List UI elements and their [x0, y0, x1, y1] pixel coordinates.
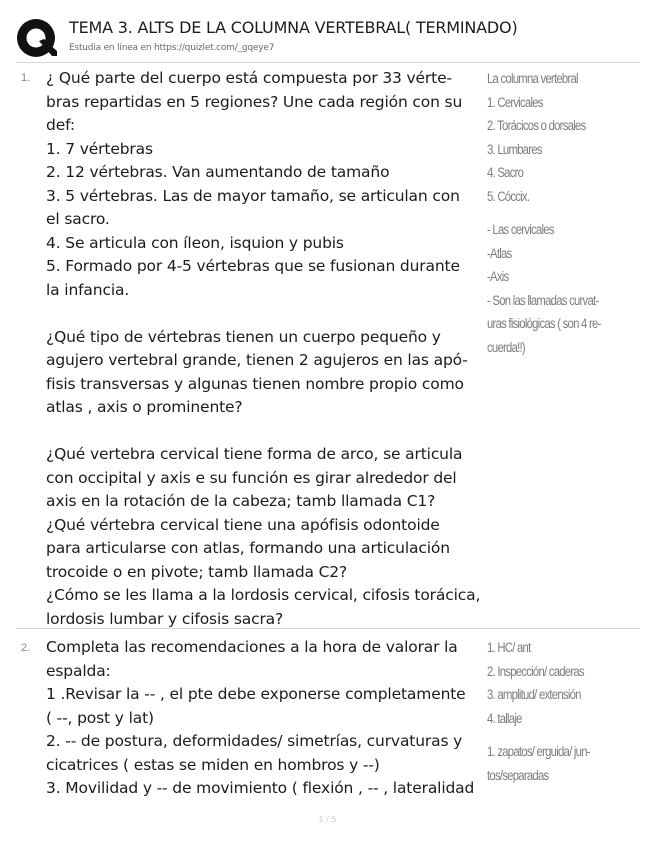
answer-line: 2. Inspección/ caderas	[487, 663, 584, 679]
question-line: con occipital y axis e su función es girar alrededor del	[46, 468, 457, 487]
question-line: la infancia.	[46, 280, 130, 299]
question-line: bras repartidas en 5 regiones? Une cada región con su	[46, 92, 463, 111]
question-line: ¿Qué vertebra cervical tiene forma de arco, se articula	[46, 445, 463, 463]
page-number: 1 / 5	[318, 815, 337, 824]
question-line: ¿Qué tipo de vértebras tienen un cuerpo pequeño y	[46, 327, 441, 346]
card-1-question	[46, 67, 486, 631]
answer-line: -Atlas	[487, 245, 512, 261]
answer-line: - Son las llamadas curvat-	[487, 292, 599, 308]
answer-line: 3. amplitud/ extensión	[487, 687, 581, 702]
answer-line: - Las cervicales	[487, 222, 554, 237]
question-line: para articularse con atlas, formando una articulación	[46, 539, 450, 557]
question-line: 1. 7 vértebras	[46, 139, 153, 158]
question-line: 1 .Revisar la -- , el pte debe exponerse completamente	[46, 685, 466, 703]
question-line: ¿ Qué parte del cuerpo está compuesta por 33 vérte-	[46, 69, 452, 87]
question-line: 3. 5 vértebras. Las de mayor tamaño, se articulan con	[46, 186, 460, 205]
answer-line: 1. Cervicales	[487, 94, 543, 110]
card-number: 1.	[21, 72, 31, 84]
question-line: def:	[46, 116, 75, 134]
answer-line: uras fisiológicas ( son 4 re-	[487, 316, 601, 331]
answer-line: 5. Cóccix.	[487, 188, 530, 204]
answer-line: tos/separadas	[487, 767, 549, 783]
study-link-text: Estudia en línea en https://quizlet.com/_gqeye7	[69, 43, 275, 53]
card-2-question	[46, 636, 486, 801]
question-line: cicatrices ( estas se miden en hombros y --)	[46, 755, 380, 774]
question-line: 2. -- de postura, deformidades/ simetrías, curvaturas y	[46, 732, 463, 750]
question-line: 2. 12 vértebras. Van aumentando de tamaño	[46, 163, 390, 181]
card-1-answer	[487, 67, 621, 359]
card-2-answer	[487, 636, 621, 787]
question-line: axis en la rotación de la cabeza; tamb llamada C1?	[46, 492, 436, 510]
question-line: lordosis lumbar y cifosis sacra?	[46, 609, 284, 628]
question-line: Completa las recomendaciones a la hora de valorar la	[46, 638, 458, 656]
question-line: el sacro.	[46, 210, 110, 228]
answer-line: 2. Torácicos o dorsales	[487, 118, 586, 133]
answer-line: cuerda!!)	[487, 339, 525, 355]
header-divider	[16, 62, 640, 63]
line-gap	[46, 420, 486, 444]
card-divider	[16, 628, 640, 629]
line-gap	[46, 302, 486, 326]
answer-line: 4. Sacro	[487, 165, 524, 180]
answer-line: 4. tallaje	[487, 710, 522, 726]
line-gap	[487, 208, 621, 218]
answer-line: 3. Lumbares	[487, 141, 542, 157]
question-line: agujero vertebral grande, tienen 2 agujeros en las apó-	[46, 351, 468, 369]
answer-line: -Axis	[487, 269, 509, 284]
question-line: atlas , axis o prominente?	[46, 398, 243, 416]
question-line: 4. Se articula con íleon, isquion y pubis	[46, 233, 344, 252]
answer-line: La columna vertebral	[487, 71, 578, 86]
line-gap	[487, 730, 621, 740]
card-number: 2.	[21, 642, 31, 654]
question-line: 3. Movilidad y -- de movimiento ( flexión , -- , lateralidad	[46, 779, 475, 797]
answer-line: 1. zapatos/ erguida/ jun-	[487, 744, 590, 759]
quizlet-logo-icon	[16, 18, 58, 60]
answer-line: 1. HC/ ant	[487, 640, 531, 655]
question-line: ¿Cómo se les llama a la lordosis cervical, cifosis torácica,	[46, 586, 481, 604]
question-line: ¿Qué vértebra cervical tiene una apófisis odontoide	[46, 515, 440, 534]
question-line: fisis transversas y algunas tienen nombre propio como	[46, 374, 464, 393]
page-title: TEMA 3. ALTS DE LA COLUMNA VERTEBRAL( TERMINADO)	[69, 18, 518, 37]
question-line: 5. Formado por 4-5 vértebras que se fusionan durante	[46, 257, 460, 275]
question-line: espalda:	[46, 661, 111, 680]
question-line: trocoide o en pivote; tamb llamada C2?	[46, 562, 348, 581]
question-line: ( --, post y lat)	[46, 708, 154, 727]
